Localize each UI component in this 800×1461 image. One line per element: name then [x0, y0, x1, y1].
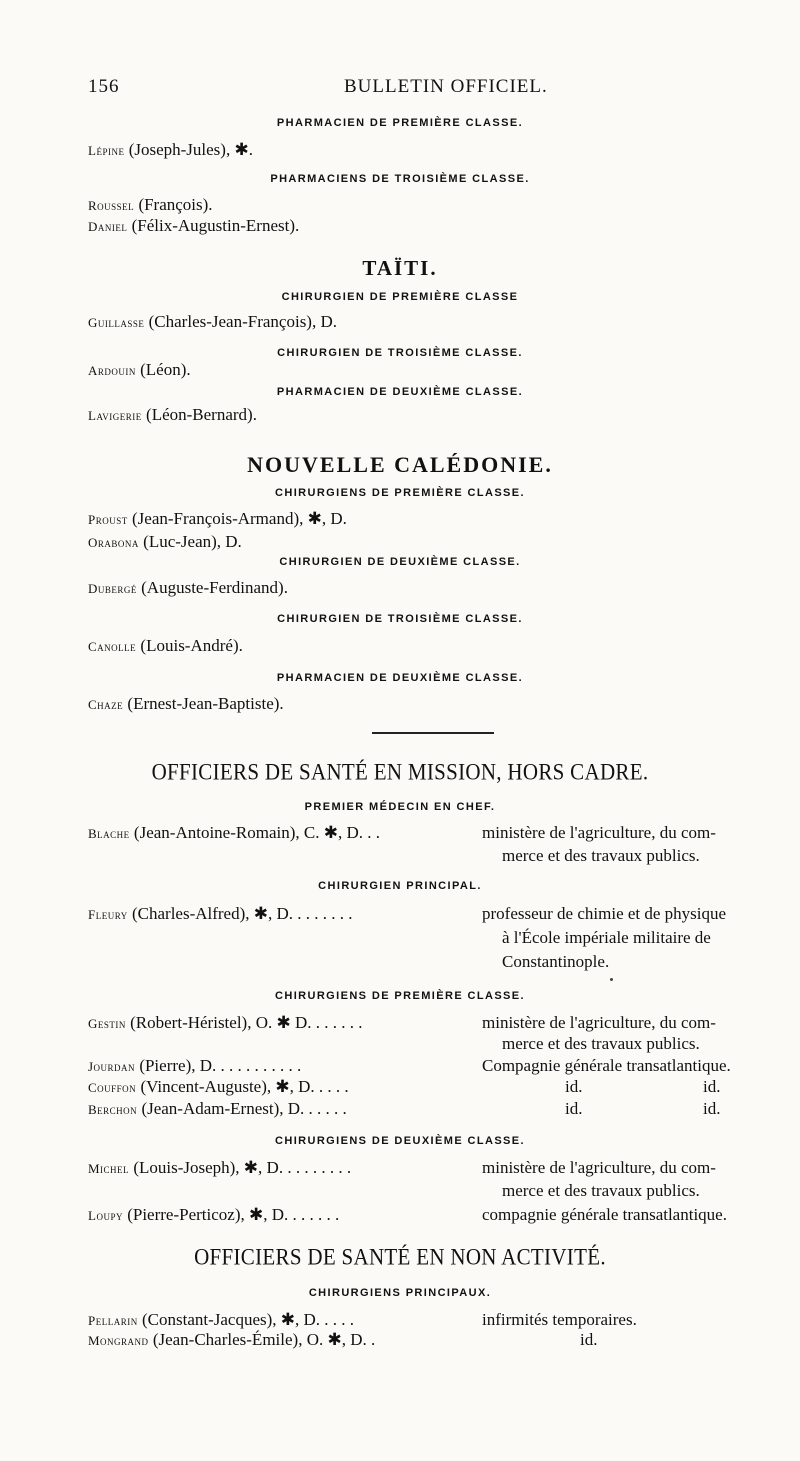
given-names: (Pierre-Perticoz), ✱, D. . . . . . . — [122, 1205, 340, 1224]
entry-fleury — [88, 904, 353, 924]
entry-jourdan — [88, 1056, 301, 1076]
given-names: (Louis-André). — [136, 636, 243, 655]
entry-mongrand — [88, 1330, 375, 1350]
posting-note: merce et des travaux publics. — [502, 1181, 700, 1200]
surname: Orabona — [88, 535, 139, 550]
posting-note: merce et des travaux publics. — [502, 846, 700, 865]
class-heading: PHARMACIENS DE TROISIÈME CLASSE. — [270, 173, 530, 185]
class-heading: CHIRURGIEN PRINCIPAL. — [318, 880, 482, 892]
given-names: (Luc-Jean), D. — [138, 532, 242, 551]
posting-note: merce et des travaux publics. — [502, 1034, 700, 1053]
class-heading: PHARMACIEN DE DEUXIÈME CLASSE. — [276, 672, 524, 684]
given-names: (Louis-Joseph), ✱, D. . . . . . . . . — [129, 1158, 352, 1177]
surname: Fleury — [88, 907, 128, 922]
ditto-mark: id. — [580, 1330, 598, 1349]
surname: Couffon — [88, 1080, 137, 1095]
class-heading: CHIRURGIENS DE PREMIÈRE CLASSE. — [275, 990, 525, 1002]
class-heading: CHIRURGIEN DE TROISIÈME CLASSE. — [277, 613, 523, 625]
given-names: (Charles-Alfred), ✱, D. . . . . . . . — [127, 904, 353, 923]
class-heading: PHARMACIEN DE DEUXIÈME CLASSE. — [276, 386, 524, 398]
posting-note: Compagnie générale transatlantique. — [482, 1056, 731, 1075]
given-names: (Robert-Héristel), O. ✱ D. . . . . . . — [125, 1013, 363, 1032]
given-names: (Jean-Antoine-Romain), C. ✱, D. . . — [129, 823, 380, 842]
surname: Guillasse — [88, 315, 145, 330]
colony-heading-taiti: TAÏTI. — [362, 256, 438, 280]
ditto-mark: id. — [565, 1099, 583, 1118]
given-names: (Félix-Augustin-Ernest). — [127, 216, 300, 235]
entry-michel — [88, 1158, 351, 1178]
class-heading: CHIRURGIEN DE TROISIÈME CLASSE. — [277, 347, 523, 359]
entry-berchon — [88, 1099, 347, 1119]
surname: Berchon — [88, 1102, 138, 1117]
entry-roussel — [88, 195, 213, 215]
section-divider — [372, 732, 494, 734]
colony-heading-nouvelle-caledonie: NOUVELLE CALÉDONIE. — [247, 452, 553, 477]
surname: Pellarin — [88, 1313, 138, 1328]
entry-gestin — [88, 1013, 363, 1033]
surname: Dubergé — [88, 581, 137, 596]
posting-note: à l'École impériale militaire de — [502, 928, 711, 947]
entry-guillasse — [88, 312, 337, 332]
entry-proust — [88, 509, 347, 529]
entry-orabona — [88, 532, 242, 552]
entry-blache — [88, 823, 380, 843]
surname: Daniel — [88, 219, 128, 234]
entry-chaze — [88, 694, 284, 714]
surname: Jourdan — [88, 1059, 136, 1074]
entry-lepine — [88, 140, 253, 160]
class-heading: PHARMACIEN DE PREMIÈRE CLASSE. — [276, 117, 524, 129]
class-heading: CHIRURGIENS PRINCIPAUX. — [308, 1287, 492, 1299]
class-heading: CHIRURGIEN DE DEUXIÈME CLASSE. — [279, 556, 521, 568]
class-heading: CHIRURGIEN DE PREMIÈRE CLASSE — [281, 291, 519, 303]
surname: Loupy — [88, 1208, 123, 1223]
surname: Ardouin — [88, 363, 136, 378]
running-title: BULLETIN OFFICIEL. — [344, 76, 548, 97]
surname: Lavigerie — [88, 408, 142, 423]
ditto-mark: id. — [565, 1077, 583, 1096]
section-heading-non-activite: OFFICIERS DE SANTÉ EN NON ACTIVITÉ. — [194, 1244, 606, 1270]
posting-note: ministère de l'agriculture, du com- — [482, 823, 716, 842]
surname: Gestin — [88, 1016, 126, 1031]
ink-speck — [610, 978, 613, 981]
entry-loupy — [88, 1205, 339, 1225]
posting-note: infirmités temporaires. — [482, 1310, 637, 1329]
given-names: (Ernest-Jean-Baptiste). — [123, 694, 284, 713]
entry-daniel — [88, 216, 299, 236]
entry-duberge — [88, 578, 288, 598]
surname: Mongrand — [88, 1333, 149, 1348]
ditto-mark: id. — [703, 1077, 721, 1096]
given-names: (Jean-François-Armand), ✱, D. — [127, 509, 347, 528]
page-number: 156 — [88, 76, 120, 97]
entry-canolle — [88, 636, 243, 656]
class-heading: CHIRURGIENS DE PREMIÈRE CLASSE. — [275, 487, 525, 499]
given-names: (Charles-Jean-François), D. — [144, 312, 337, 331]
entry-couffon — [88, 1077, 349, 1097]
posting-note: ministère de l'agriculture, du com- — [482, 1158, 716, 1177]
ditto-mark: id. — [703, 1099, 721, 1118]
given-names: (Jean-Adam-Ernest), D. . . . . . — [137, 1099, 347, 1118]
surname: Chaze — [88, 697, 124, 712]
surname: Lépine — [88, 143, 125, 158]
posting-note: professeur de chimie et de physique — [482, 904, 727, 923]
given-names: (Pierre), D. . . . . . . . . . . — [135, 1056, 302, 1075]
class-heading: PREMIER MÉDECIN EN CHEF. — [304, 801, 496, 813]
given-names: (Léon-Bernard). — [141, 405, 257, 424]
given-names: (Vincent-Auguste), ✱, D. . . . . — [136, 1077, 349, 1096]
given-names: (Joseph-Jules), ✱. — [124, 140, 253, 159]
given-names: (Léon). — [135, 360, 191, 379]
given-names: (François). — [134, 195, 213, 214]
posting-note: ministère de l'agriculture, du com- — [482, 1013, 716, 1032]
entry-pellarin — [88, 1310, 354, 1330]
given-names: (Constant-Jacques), ✱, D. . . . . — [137, 1310, 355, 1329]
posting-note: compagnie générale transatlantique. — [482, 1205, 727, 1224]
section-heading-mission: OFFICIERS DE SANTÉ EN MISSION, HORS CADRE. — [151, 759, 649, 785]
posting-note: Constantinople. — [502, 952, 610, 971]
entry-ardouin — [88, 360, 191, 380]
entry-lavigerie — [88, 405, 257, 425]
given-names: (Jean-Charles-Émile), O. ✱, D. . — [148, 1330, 376, 1349]
surname: Michel — [88, 1161, 130, 1176]
surname: Blache — [88, 826, 130, 841]
given-names: (Auguste-Ferdinand). — [136, 578, 288, 597]
surname: Canolle — [88, 639, 137, 654]
class-heading: CHIRURGIENS DE DEUXIÈME CLASSE. — [275, 1135, 525, 1147]
surname: Roussel — [88, 198, 135, 213]
surname: Proust — [88, 512, 128, 527]
